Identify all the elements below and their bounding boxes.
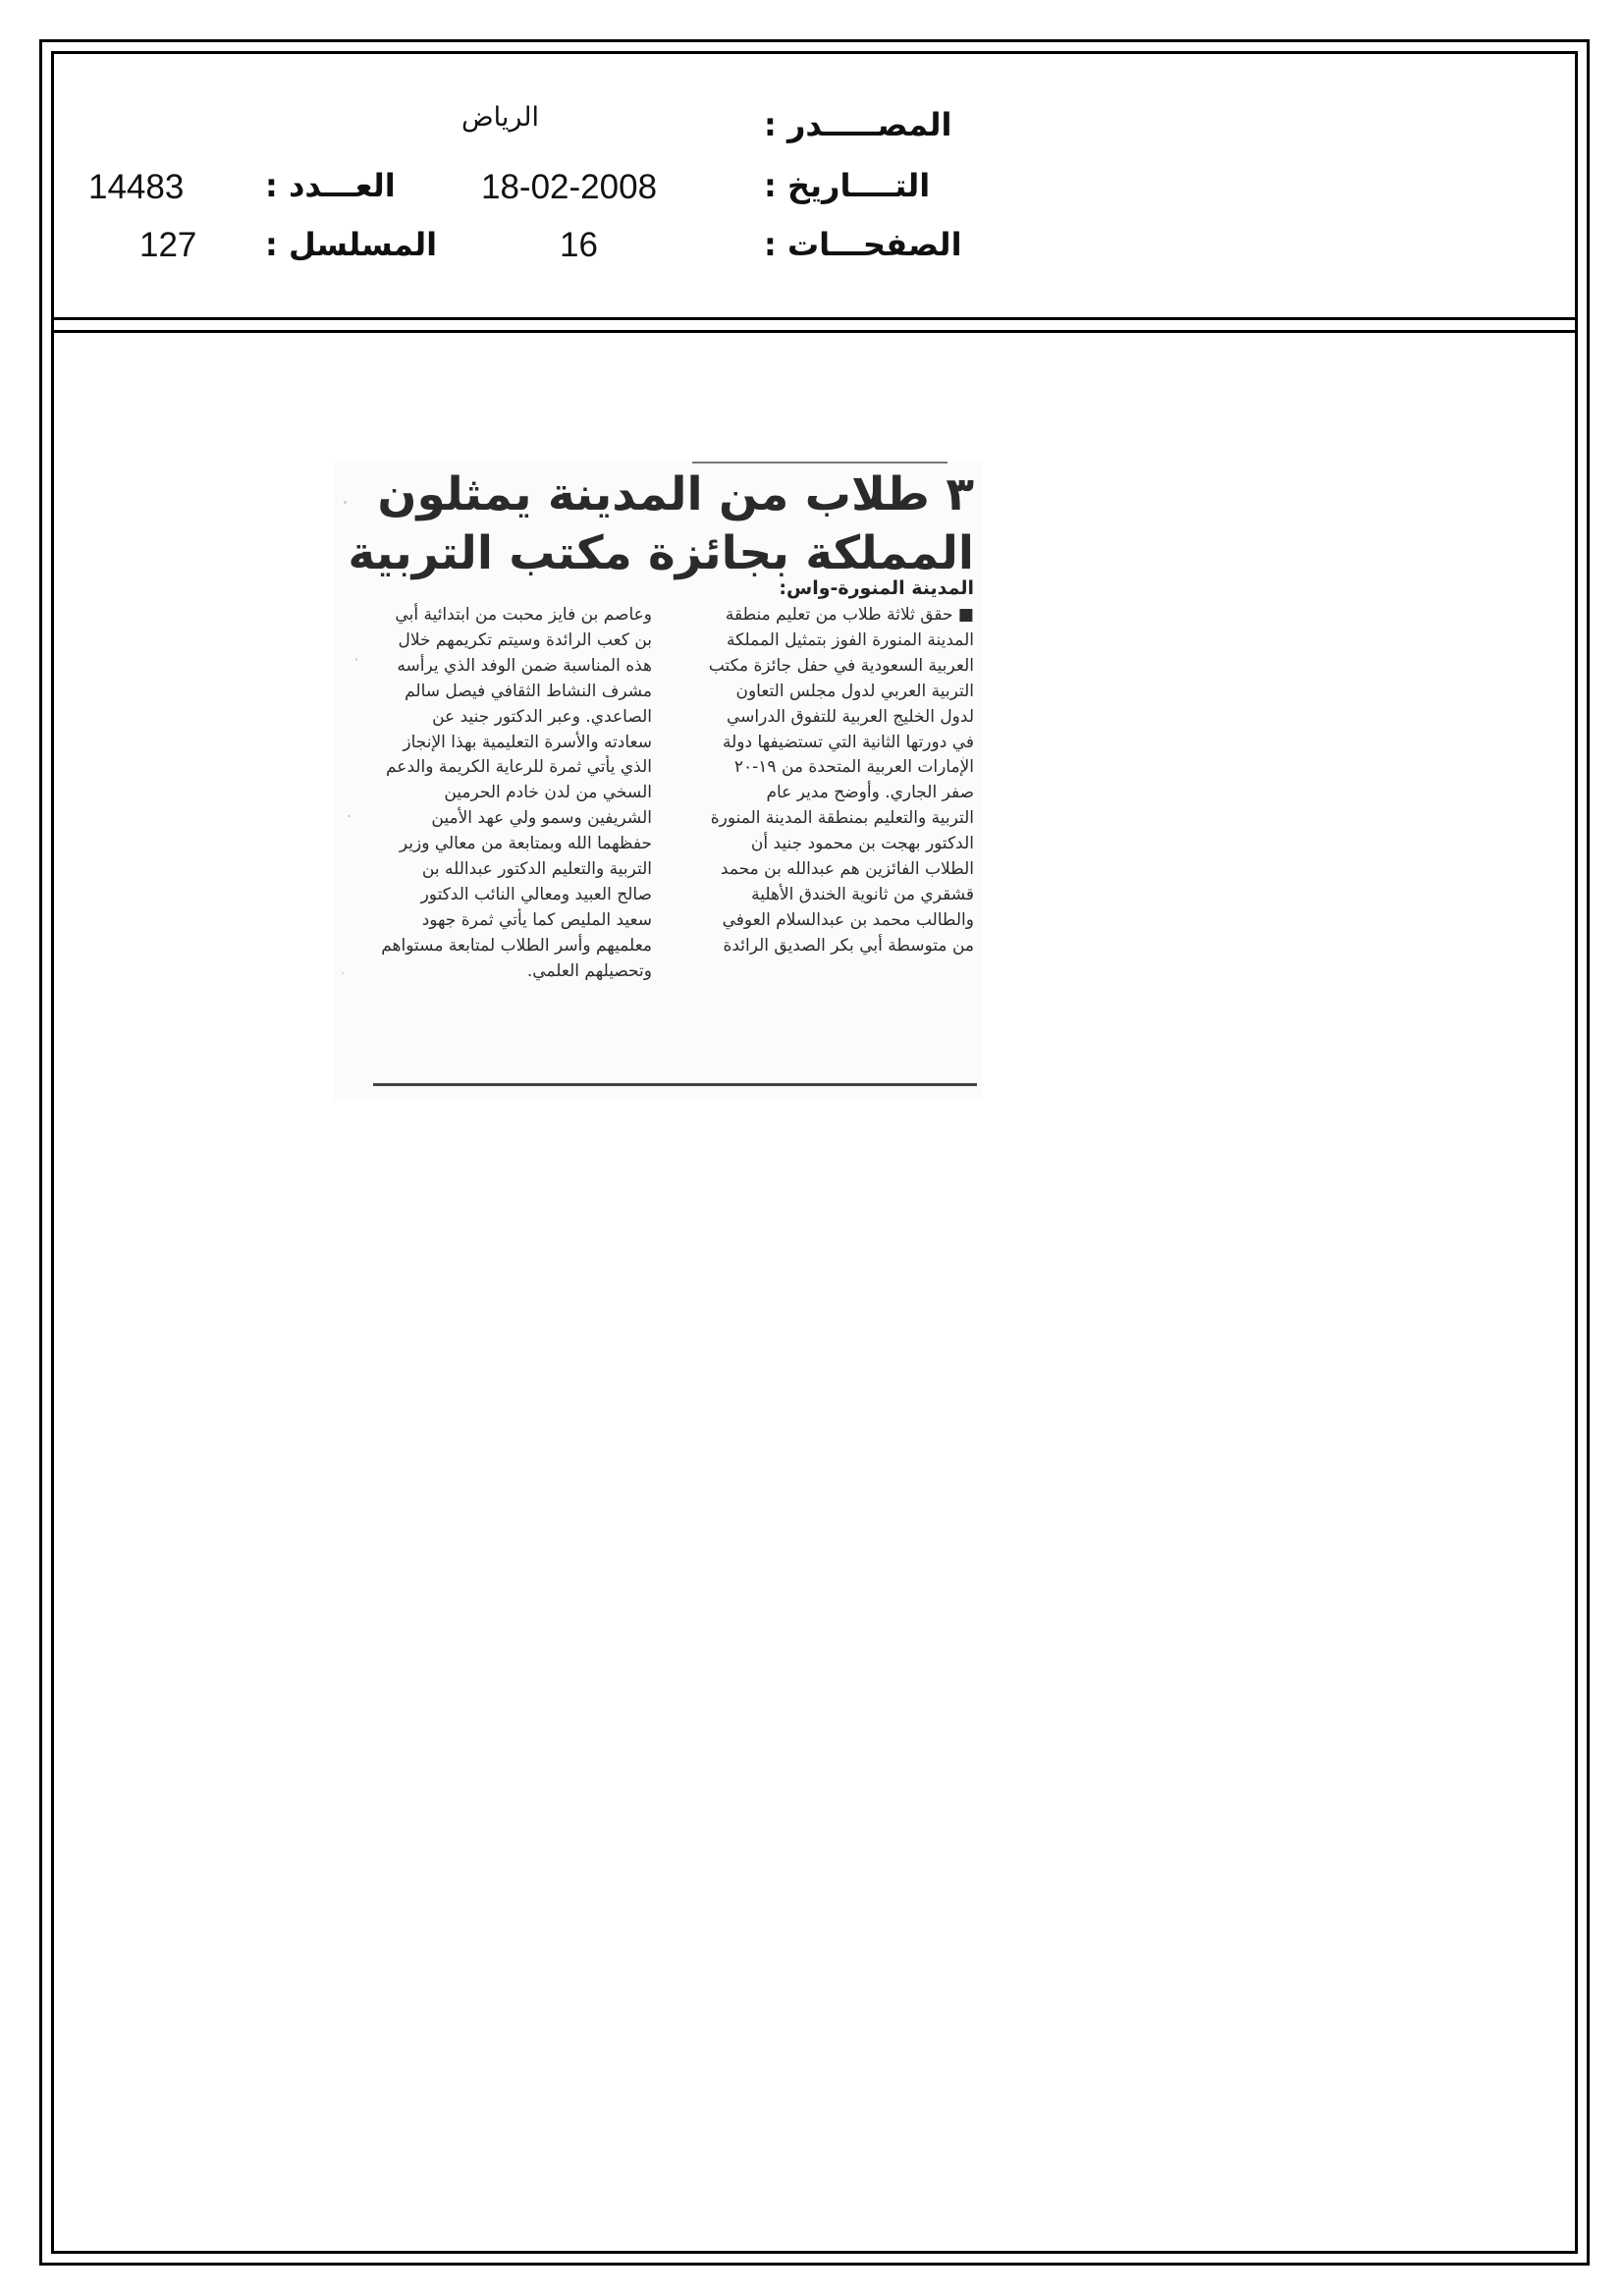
article-line: سعادته والأسرة التعليمية بهذا الإنجاز: [403, 732, 652, 752]
pages-label: الصفحـــات :: [764, 226, 962, 263]
article-line: مشرف النشاط الثقافي فيصل سالم: [405, 681, 652, 701]
article-line: المدينة المنورة الفوز بتمثيل المملكة: [726, 629, 974, 650]
article-line: الإمارات العربية المتحدة من ١٩-٢٠: [733, 757, 974, 778]
article-line: والطالب محمد بن عبدالسلام العوفي: [722, 909, 974, 930]
article-line: صالح العبيد ومعالي النائب الدكتور: [420, 884, 652, 904]
article-line: الشريفين وسمو ولي عهد الأمين: [431, 808, 652, 829]
serial-label: المسلسل :: [265, 226, 438, 263]
issue-value: 14483: [88, 168, 185, 206]
article-line: التربية العربي لدول مجلس التعاون: [735, 681, 974, 701]
newspaper-clipping: [334, 462, 982, 1100]
article-line: حفظهما الله وبمتابعة من معالي وزير: [399, 834, 652, 854]
article-line: السخي من لدن خادم الحرمين: [444, 783, 652, 803]
serial-value: 127: [139, 226, 197, 264]
source-value: الرياض: [461, 102, 540, 133]
issue-label: العـــدد :: [265, 167, 396, 204]
article-line: لدول الخليج العربية للتفوق الدراسي: [726, 706, 974, 727]
article-line: العربية السعودية في حفل جائزة مكتب: [708, 655, 974, 676]
headline-line-2: المملكة بجائزة مكتب التربية: [348, 526, 974, 580]
article-line: هذه المناسبة ضمن الوفد الذي يرأسه: [397, 655, 652, 676]
article-line: وتحصيلهم العلمي.: [526, 960, 652, 981]
headline-line-1: ٣ طلاب من المدينة يمثلون: [377, 467, 974, 521]
header-divider-top: [51, 317, 1578, 320]
article-line: التربية والتعليم بمنطقة المدينة المنورة: [710, 808, 974, 829]
clipping-bottom-rule: [373, 1083, 977, 1086]
date-label: التــــاريخ :: [764, 167, 931, 204]
article-line: الدكتور بهجت بن محمود جنيد أن: [750, 834, 974, 854]
clipping-top-rule: [692, 462, 947, 464]
article-dateline: المدينة المنورة-واس:: [779, 577, 974, 599]
article-line: بن كعب الرائدة وسيتم تكريمهم خلال: [398, 629, 652, 650]
source-label: المصـــــدر :: [764, 106, 952, 143]
article-column-left: [357, 603, 652, 985]
article-line: ■ حقق ثلاثة طلاب من تعليم منطقة: [725, 605, 974, 625]
article-line: قشقري من ثانوية الخندق الأهلية: [751, 884, 974, 904]
page-inner-border: [51, 51, 1578, 2254]
article-line: سعيد المليص كما يأتي ثمرة جهود: [421, 909, 652, 930]
article-line: الصاعدي. وعبر الدكتور جنيد عن: [432, 706, 652, 727]
article-line: التربية والتعليم الدكتور عبدالله بن: [421, 859, 652, 880]
article-line: من متوسطة أبي بكر الصديق الرائدة: [723, 935, 974, 956]
date-value: 18-02-2008: [481, 168, 658, 206]
article-line: صفر الجاري. وأوضح مدير عام: [766, 783, 974, 803]
article-line: في دورتها الثانية التي تستضيفها دولة: [722, 732, 974, 752]
article-line: الذي يأتي ثمرة للرعاية الكريمة والدعم: [385, 757, 652, 778]
article-line: الطلاب الفائزين هم عبدالله بن محمد: [720, 859, 974, 880]
header-divider-bottom: [51, 330, 1578, 333]
article-column-right: [679, 603, 974, 959]
pages-value: 16: [560, 226, 598, 264]
article-line: معلميهم وأسر الطلاب لمتابعة مستواهم: [381, 935, 652, 956]
article-line: وعاصم بن فايز محبت من ابتدائية أبي: [395, 605, 652, 625]
